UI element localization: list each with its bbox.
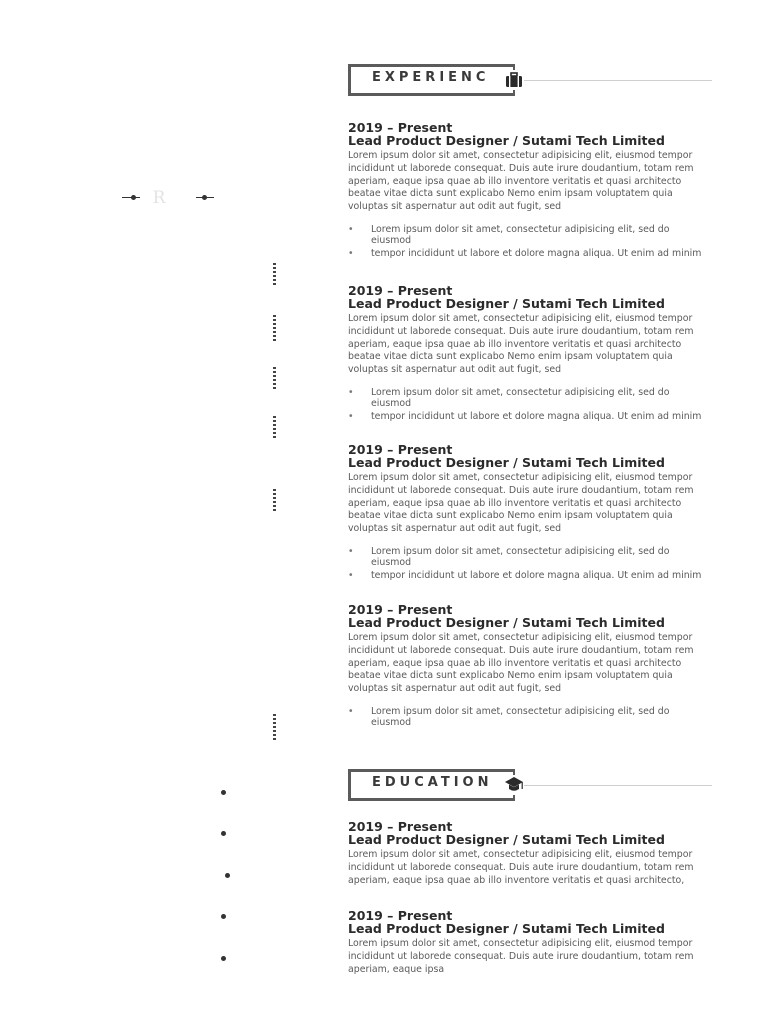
list-item: • Lorem ipsum dolor sit amet, consectetur adipisicing elit, sed do eiusmod [348, 387, 708, 410]
contact-fragment [273, 263, 276, 287]
list-item: • Lorem ipsum dolor sit amet, consectetur adipisicing elit, sed do eiusmod [348, 546, 708, 569]
entry-role: Lead Product Designer / Sutami Tech Limited [348, 922, 665, 936]
experience-entry [348, 284, 708, 422]
contact-fragment [273, 315, 276, 343]
list-item: • tempor incididunt ut labore et dolore magna aliqua. Ut enim ad minim [348, 248, 708, 260]
entry-role: Lead Product Designer / Sutami Tech Limited [348, 134, 665, 148]
divider-dot [202, 195, 207, 200]
skill-dot [221, 956, 226, 961]
experience-entry [348, 443, 708, 581]
experience-entry [348, 603, 708, 735]
entry-date: 2019 – Present [348, 603, 453, 617]
entry-bullets [348, 387, 708, 423]
education-entry [348, 820, 708, 887]
entry-date: 2019 – Present [348, 283, 453, 298]
skill-dot [225, 873, 230, 878]
section-title: EDUCATION [372, 775, 493, 790]
main-content [348, 0, 718, 1024]
entry-description: Lorem ipsum dolor sit amet, consectetur adipisicing elit, eiusmod tempor incididunt ut laborede consequat. Duis aute irure doudantium, totam rem aperiam, eaque ipsa quae ab illo inventore veritatis et quasi architecto beatae vitae dicta sunt explicabo Nemo enim ipsam voluptatem quia voluptas sit aspernatur aut odit aut fugit, sed [348, 472, 694, 535]
briefcase-icon [504, 70, 524, 90]
experience-section-header [348, 64, 712, 98]
education-section-header [348, 769, 712, 803]
entry-date: 2019 – Present [348, 819, 453, 834]
entry-bullets [348, 224, 708, 260]
sidebar [0, 0, 330, 1024]
entry-description: Lorem ipsum dolor sit amet, consectetur adipisicing elit, eiusmod tempor incididunt ut laborede consequat. Duis aute irure doudantium, totam rem aperiam, eaque ipsa quae ab illo inventore veritatis et quasi architecto beatae vitae dicta sunt explicabo Nemo enim ipsam voluptatem quia voluptas sit aspernatur aut odit aut fugit, sed [348, 313, 694, 376]
entry-role: Lead Product Designer / Sutami Tech Limited [348, 616, 665, 630]
entry-description: Lorem ipsum dolor sit amet, consectetur adipisicing elit, eiusmod tempor incididunt ut laborede consequat. Duis aute irure doudantium, totam rem aperiam, eaque ipsa quae ab illo inventore veritatis et quasi architecto beatae vitae dicta sunt explicabo Nemo enim ipsam voluptatem quia voluptas sit aspernatur aut odit aut fugit, sed [348, 150, 694, 213]
name-initial: R [152, 188, 166, 208]
entry-description: Lorem ipsum dolor sit amet, consectetur adipisicing elit, eiusmod tempor incididunt ut laborede consequat. Duis aute irure doudantium, totam rem aperiam, eaque ipsa [348, 938, 694, 975]
entry-description: Lorem ipsum dolor sit amet, consectetur adipisicing elit, eiusmod tempor incididunt ut laborede consequat. Duis aute irure doudantium, totam rem aperiam, eaque ipsa quae ab illo inventore veritatis et quasi architecto, [348, 849, 694, 886]
entry-date: 2019 – Present [348, 908, 453, 923]
entry-description: Lorem ipsum dolor sit amet, consectetur adipisicing elit, eiusmod tempor incididunt ut laborede consequat. Duis aute irure doudantium, totam rem aperiam, eaque ipsa quae ab illo inventore veritatis et quasi architecto beatae vitae dicta sunt explicabo Nemo enim ipsam voluptatem quia voluptas sit aspernatur aut odit aut fugit, sed [348, 632, 694, 695]
contact-fragment [273, 714, 276, 742]
skill-dot [221, 790, 226, 795]
section-rule [524, 785, 712, 786]
divider-dot [131, 195, 136, 200]
graduation-cap-icon [504, 775, 524, 795]
entry-role: Lead Product Designer / Sutami Tech Limited [348, 456, 665, 470]
list-item: • tempor incididunt ut labore et dolore magna aliqua. Ut enim ad minim [348, 411, 708, 423]
entry-bullets [348, 546, 708, 582]
education-entry [348, 909, 708, 976]
entry-role: Lead Product Designer / Sutami Tech Limited [348, 833, 665, 847]
contact-fragment [273, 416, 276, 440]
entry-date: 2019 – Present [348, 120, 453, 135]
list-item: • tempor incididunt ut labore et dolore magna aliqua. Ut enim ad minim [348, 570, 708, 582]
experience-entry [348, 121, 708, 259]
list-item: • Lorem ipsum dolor sit amet, consectetur adipisicing elit, sed do eiusmod [348, 224, 708, 247]
contact-fragment [273, 367, 276, 391]
skill-dot [221, 831, 226, 836]
list-item: • Lorem ipsum dolor sit amet, consectetur adipisicing elit, sed do eiusmod [348, 706, 708, 729]
entry-role: Lead Product Designer / Sutami Tech Limited [348, 297, 665, 311]
contact-fragment [273, 489, 276, 513]
entry-date: 2019 – Present [348, 442, 453, 457]
section-rule [524, 80, 712, 81]
name-decoration [122, 188, 214, 208]
skill-dot [221, 914, 226, 919]
entry-bullets [348, 706, 708, 729]
section-title: EXPERIENC [372, 70, 490, 85]
